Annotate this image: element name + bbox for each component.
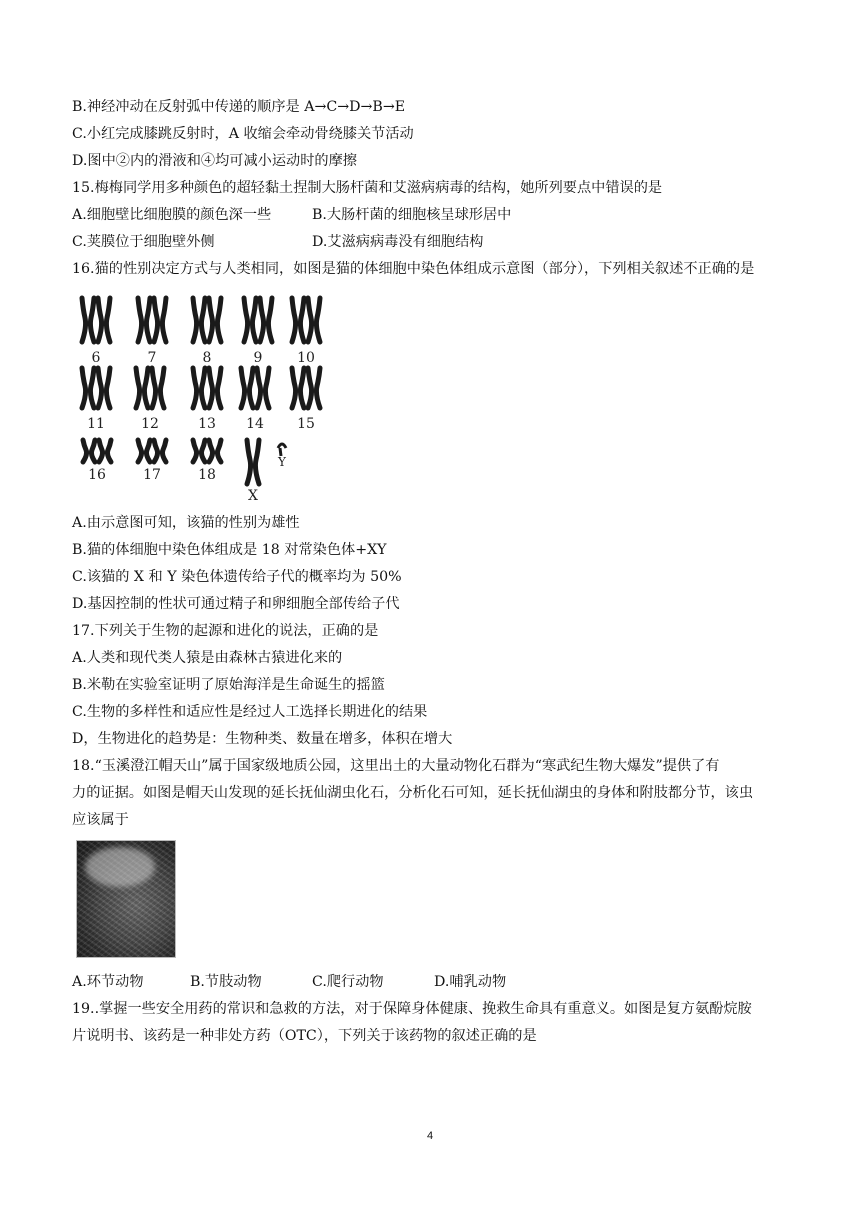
q14-option-b: B.神经冲动在反射弧中传递的顺序是 A→C→D→B→E <box>72 99 406 115</box>
q14-option-c: C.小红完成膝跳反射时，A 收缩会牵动骨绕膝关节活动 <box>72 126 414 142</box>
karyotype-label-8: 8 <box>202 350 212 366</box>
q19-stem-line2: 片说明书、该药是一种非处方药（OTC），下列关于该药物的叙述正确的是 <box>72 1028 537 1044</box>
chromosome-pair-1-4-b <box>308 368 320 408</box>
karyotype-label-7: 7 <box>147 350 157 366</box>
q19-stem-line1: 19..掌握一些安全用药的常识和急救的方法，对于保障身体健康、挽救生命具有重意义。如图是复方氨酚烷胺 <box>72 1001 752 1017</box>
chromosome-pair-0-1-b <box>154 298 166 342</box>
q15-option-d: D.艾滋病病毒没有细胞结构 <box>312 234 484 250</box>
karyotype-label-11: 11 <box>87 416 105 432</box>
chromosome-pair-0-0-b <box>98 298 110 342</box>
q18-option-a: A.环节动物 <box>72 974 144 990</box>
q16-option-c: C.该猫的 X 和 Y 染色体遗传给子代的概率均为 50% <box>72 569 402 585</box>
chromosome-pair-0-0-a <box>82 298 94 342</box>
karyotype-label-15: 15 <box>297 416 315 432</box>
q17-option-a: A.人类和现代类人猿是由森林古猿进化来的 <box>72 650 343 666</box>
chromosome-pair-0-3-b <box>260 298 272 342</box>
chromosome-pair-1-1-b <box>152 368 164 408</box>
chromosome-pair-0-3-a <box>244 298 256 342</box>
q18-stem-line3: 应该属于 <box>72 812 129 828</box>
chromosome-pair-2-1-b <box>154 440 166 462</box>
chromosome-pair-0-4-a <box>292 298 304 342</box>
chromosome-pair-1-2-a <box>193 368 205 408</box>
q18-option-b: B.节肢动物 <box>190 974 262 990</box>
q17-option-d: D，生物进化的趋势是：生物种类、数量在增多，体积在增大 <box>72 731 453 747</box>
karyotype-label-16: 16 <box>88 467 106 483</box>
q16-option-a: A.由示意图可知，该猫的性别为雄性 <box>72 515 300 531</box>
q18-option-c: C.爬行动物 <box>312 974 384 990</box>
q15-option-a: A.细胞壁比细胞膜的颜色深一些 <box>72 207 272 223</box>
q16-option-d: D.基因控制的性状可通过精子和卵细胞全部传给子代 <box>72 596 400 612</box>
chromosome-pair-2-2-b <box>209 440 221 462</box>
q15-option-c: C.荚膜位于细胞壁外侧 <box>72 234 215 250</box>
chromosome-pair-0-4-b <box>308 298 320 342</box>
chromosome-pair-1-4-a <box>292 368 304 408</box>
q15-options-row1 <box>72 206 511 224</box>
karyotype-label-y: Y <box>278 455 286 469</box>
q17-option-c: C.生物的多样性和适应性是经过人工选择长期进化的结果 <box>72 704 428 720</box>
q15-option-b: B.大肠杆菌的细胞核呈球形居中 <box>312 207 512 223</box>
karyotype-label-10: 10 <box>297 350 315 366</box>
karyotype-figure <box>72 290 342 505</box>
chromosome-pair-2-1-a <box>138 440 150 462</box>
chromosome-pair-1-0-a <box>82 368 94 408</box>
chromosome-pair-0-1-a <box>138 298 150 342</box>
chromosome-x <box>247 440 259 484</box>
q17-stem: 17.下列关于生物的起源和进化的说法，正确的是 <box>72 623 379 639</box>
q14-option-d: D.图中②内的滑液和④均可减小运动时的摩擦 <box>72 153 357 169</box>
q16-option-b: B.猫的体细胞中染色体组成是 18 对常染色体+XY <box>72 542 387 558</box>
chromosome-pair-1-0-b <box>98 368 110 408</box>
karyotype-label-6: 6 <box>91 350 101 366</box>
q17-option-b: B.米勒在实验室证明了原始海洋是生命诞生的摇篮 <box>72 677 385 693</box>
karyotype-label-9: 9 <box>253 350 263 366</box>
page-number: 4 <box>426 1130 434 1142</box>
q18-stem-line2: 力的证据。如图是帽天山发现的延长抚仙湖虫化石，分析化石可知，延长抚仙湖虫的身体和附肢都分节，该虫 <box>72 785 754 801</box>
chromosome-pair-2-2-a <box>193 440 205 462</box>
q18-option-d: D.哺乳动物 <box>434 974 507 990</box>
karyotype-label-12: 12 <box>141 416 159 432</box>
karyotype-label-18: 18 <box>198 467 216 483</box>
chromosome-pair-0-2-a <box>193 298 205 342</box>
karyotype-label-14: 14 <box>246 416 264 432</box>
q18-stem-line1: 18.“玉溪澄江帽天山”属于国家级地质公园，这里出土的大量动物化石群为“寒武纪生物大爆发”提供了有 <box>72 758 720 774</box>
q15-options-row2 <box>72 233 483 251</box>
chromosome-pair-1-3-b <box>257 368 269 408</box>
karyotype-label-13: 13 <box>198 416 216 432</box>
q18-options-row <box>72 973 506 991</box>
q15-stem: 15.梅梅同学用多种颜色的超轻黏土捏制大肠杆菌和艾滋病病毒的结构，她所列要点中错误的是 <box>72 180 663 196</box>
chromosome-pair-0-2-b <box>209 298 221 342</box>
chromosome-pair-2-0-b <box>99 440 111 462</box>
fossil-photo <box>76 840 176 958</box>
chromosome-pair-1-2-b <box>209 368 221 408</box>
q16-stem: 16.猫的性别决定方式与人类相同，如图是猫的体细胞中染色体组成示意图（部分），下列相关叙述不正确的是 <box>72 261 755 277</box>
karyotype-label-x: X <box>248 488 258 504</box>
chromosome-pair-2-0-a <box>83 440 95 462</box>
chromosome-pair-1-1-a <box>136 368 148 408</box>
karyotype-label-17: 17 <box>143 467 161 483</box>
chromosome-pair-1-3-a <box>241 368 253 408</box>
